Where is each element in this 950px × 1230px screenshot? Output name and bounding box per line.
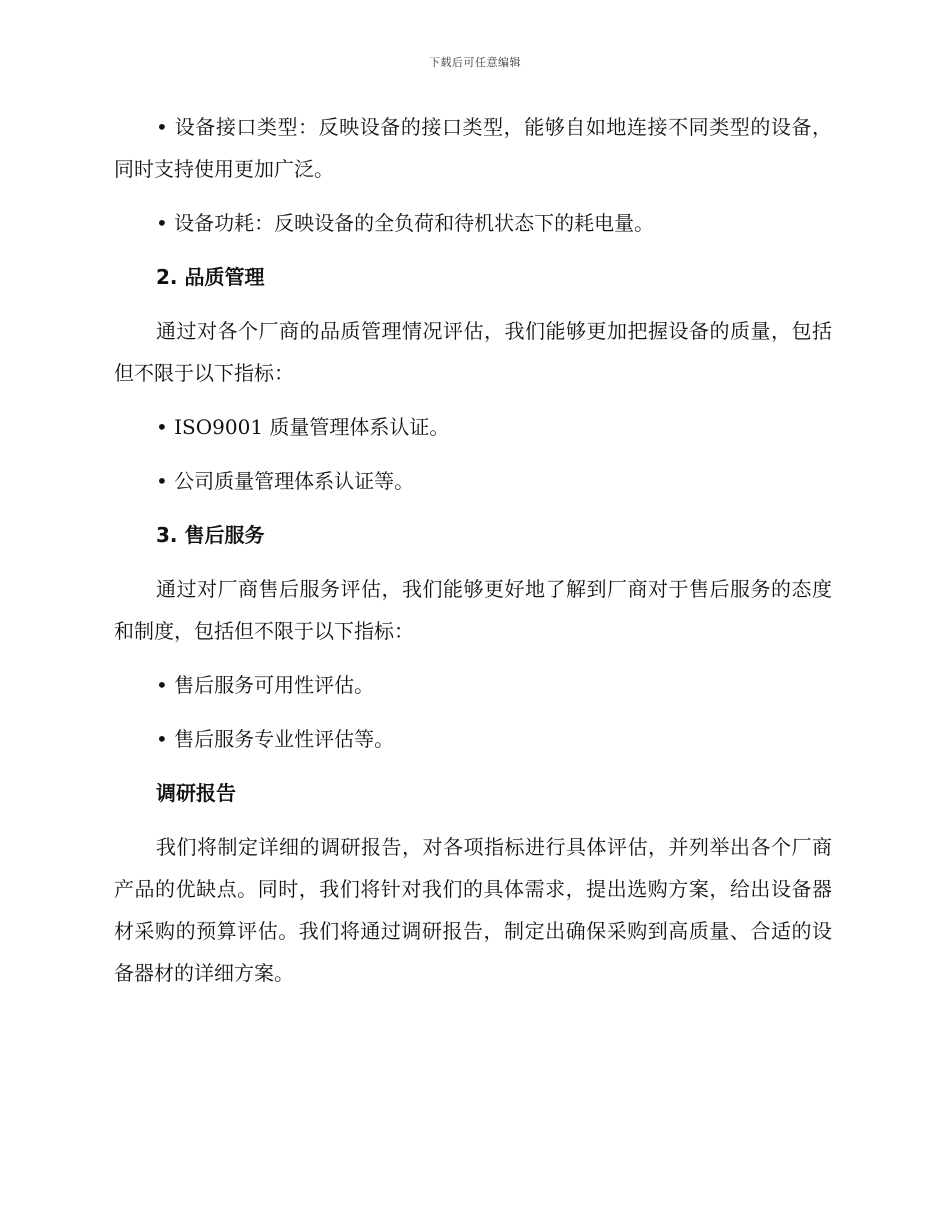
- bullet-after-sales-professionalism: • 售后服务专业性评估等。: [156, 727, 395, 751]
- paragraph-research-report: 我们将制定详细的调研报告，对各项指标进行具体评估，并列举出各个厂商产品的优缺点。同时，我们将针对我们的具体需求，提出选购方案，给出设备器材采购的预算评估。我们将通过调研报告，制定出确保采购到高质量、合适的设备器材的详细方案。: [114, 835, 832, 985]
- bullet-interface-type: • 设备接口类型：反映设备的接口类型，能够自如地连接不同类型的设备，同时支持使用更加广泛。: [114, 115, 832, 181]
- section-heading-after-sales: 3. 售后服务: [156, 523, 265, 547]
- bullet-company-quality-system: • 公司质量管理体系认证等。: [156, 469, 415, 493]
- document-body: [114, 106, 832, 994]
- paragraph-quality-management: 通过对各个厂商的品质管理情况评估，我们能够更加把握设备的质量，包括但不限于以下指标：: [114, 319, 832, 385]
- bullet-after-sales-availability: • 售后服务可用性评估。: [156, 673, 375, 697]
- section-heading-quality-management: 2. 品质管理: [156, 265, 265, 289]
- paragraph-after-sales: 通过对厂商售后服务评估，我们能够更好地了解到厂商对于售后服务的态度和制度，包括但不限于以下指标：: [114, 577, 832, 643]
- page-header: 下载后可任意编辑: [429, 56, 521, 69]
- bullet-power-consumption: • 设备功耗：反映设备的全负荷和待机状态下的耗电量。: [156, 211, 655, 235]
- bullet-iso9001: • ISO9001 质量管理体系认证。: [156, 415, 450, 439]
- section-heading-research-report: 调研报告: [156, 781, 236, 805]
